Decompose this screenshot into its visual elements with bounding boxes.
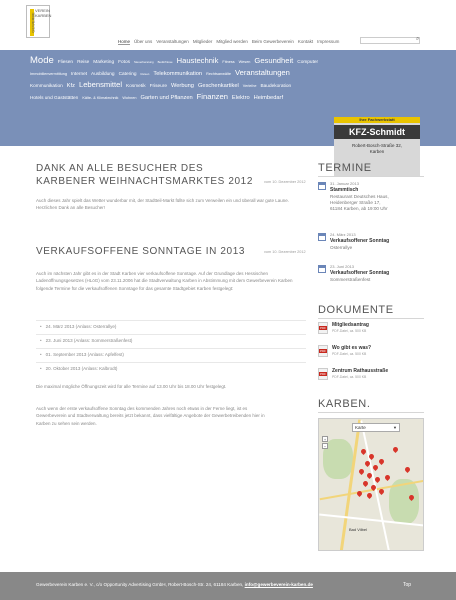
tag-link[interactable]: Immobilienvermittlung bbox=[30, 72, 67, 76]
logo-line2: KARBEN bbox=[35, 12, 52, 18]
tag-link[interactable]: Bedürfnisse bbox=[157, 60, 173, 64]
tag-link[interactable]: Kfz bbox=[66, 83, 75, 89]
article-title[interactable]: DANK AN ALLE BESUCHER DES KARBENER WEIHNACHTSMARKTES 2012 bbox=[36, 163, 253, 187]
tag-link[interactable]: Haustechnik bbox=[176, 56, 219, 65]
nav-become-member[interactable]: Mitglied werden bbox=[216, 39, 248, 44]
map-type-select[interactable] bbox=[352, 423, 400, 432]
nav-events[interactable]: Veranstaltungen bbox=[156, 39, 189, 44]
tag-cloud bbox=[30, 56, 330, 144]
document-link[interactable] bbox=[318, 345, 424, 359]
map[interactable] bbox=[318, 418, 424, 551]
list-item: • 23. Juni 2013 (Anlass: Sommerstraßenfest) bbox=[36, 334, 306, 346]
map-zoom-controls bbox=[322, 436, 328, 466]
tag-link[interactable]: Mode bbox=[30, 55, 54, 66]
tag-link[interactable]: Telekommunikation bbox=[153, 71, 203, 77]
main-nav bbox=[118, 39, 339, 45]
tag-link[interactable]: Wesen bbox=[238, 60, 251, 64]
tag-link[interactable]: Friseure bbox=[149, 84, 167, 89]
article-date: vom 10. Dezember 2012 bbox=[264, 250, 306, 254]
tag-link[interactable]: Baudekoration bbox=[260, 84, 292, 89]
zoom-in-button[interactable]: + bbox=[323, 437, 327, 442]
article-date: vom 10. Dezember 2012 bbox=[264, 180, 306, 184]
map-pin[interactable] bbox=[378, 458, 385, 465]
logo-vertical-text: GEWERBE bbox=[30, 12, 36, 33]
logo[interactable] bbox=[26, 5, 50, 38]
calendar-icon bbox=[318, 233, 326, 241]
event-line: Restaurant Deutsches Haus, bbox=[330, 194, 389, 199]
article-text: Die maximal mögliche Öffnungszeit wird für alle Termine auf 13.00 Uhr bis 18.00 Uhr festgelegt. bbox=[36, 384, 227, 389]
tag-link[interactable]: Gesundheit bbox=[254, 56, 294, 65]
document-meta: PDF-Datei, ca. 500 KB bbox=[332, 329, 367, 333]
map-place-label: Bad Vilbel bbox=[349, 527, 367, 532]
document-link[interactable] bbox=[318, 322, 424, 336]
event-title: Verkaufsoffener Sonntag bbox=[330, 238, 390, 244]
header bbox=[0, 0, 456, 48]
tag-link[interactable]: Kosmetik bbox=[126, 84, 146, 89]
nav-about[interactable]: Über uns bbox=[134, 39, 153, 44]
divider bbox=[318, 318, 424, 319]
tag-link[interactable]: Kommunikation bbox=[30, 84, 63, 89]
tag-link[interactable]: Heimbedarf bbox=[253, 95, 284, 101]
article-text: Auch im nächsten Jahr gibt es in der Stadt Karben vier verkaufsoffene Sonntage. Auf der Grundlage des Hessischen Ladenöffnungsgesetzes (HLöG) vom 23.11.2006 hat die Stadtverwaltung Karben in Abstimmung mit dem Gewerbeverein Karben folgende Termine für die verkaufsoffenen Sonntage für das gesamte Stadtgebiet Karben festgelegt: bbox=[36, 271, 293, 291]
list-item-text: 20. Oktober 2013 (Anlass: Kalbrodt) bbox=[45, 366, 118, 371]
event-line: Sommerstraßenfest bbox=[330, 277, 371, 282]
footer-address bbox=[36, 582, 313, 587]
tag-link[interactable]: Fotos bbox=[118, 60, 130, 65]
tag-link[interactable]: Reisen bbox=[140, 72, 150, 76]
tag-link[interactable]: Elektro bbox=[231, 95, 250, 101]
divider bbox=[318, 176, 424, 177]
back-to-top-link[interactable]: Top bbox=[403, 582, 412, 588]
list-item-text: 24. März 2013 (Anlass: Osterrallye) bbox=[45, 324, 117, 329]
search-input[interactable] bbox=[360, 37, 420, 44]
tag-link[interactable]: Hotels und Gaststätten bbox=[30, 96, 79, 101]
nav-home[interactable]: Home bbox=[118, 39, 131, 44]
tag-link[interactable]: Garten und Pflanzen bbox=[140, 95, 193, 101]
footer bbox=[0, 572, 456, 600]
event-item[interactable] bbox=[318, 232, 424, 254]
list-item: • 01. September 2013 (Anlass: Apfelfest) bbox=[36, 348, 306, 360]
chevron-down-icon: ▼ bbox=[393, 425, 397, 430]
event-item[interactable] bbox=[318, 264, 424, 286]
event-line: Osterrallye bbox=[330, 245, 353, 250]
event-date: 24. März 2013 bbox=[330, 232, 356, 237]
logo-line1: VEREIN bbox=[35, 8, 50, 13]
nav-association[interactable]: Beim Gewerbeverein bbox=[251, 39, 294, 44]
divider bbox=[318, 412, 424, 413]
tag-link[interactable]: Ausbildung bbox=[91, 72, 115, 77]
event-date: 31. Januar 2013 bbox=[330, 181, 359, 186]
tag-link[interactable]: Verleihe bbox=[242, 84, 257, 88]
event-title: Stammtisch bbox=[330, 187, 359, 193]
tag-link[interactable]: Lebensmittel bbox=[78, 80, 123, 89]
map-pin[interactable] bbox=[378, 488, 385, 495]
tag-link[interactable]: Computer bbox=[297, 60, 319, 65]
document-meta: PDF-Datei, ca. 500 KB bbox=[332, 352, 367, 356]
list-item: • 20. Oktober 2013 (Anlass: Kalbrodt) bbox=[36, 362, 306, 374]
tag-link[interactable]: Veranstaltungen bbox=[234, 68, 290, 77]
tag-link[interactable]: Fitness bbox=[222, 60, 235, 64]
pdf-icon bbox=[318, 322, 328, 334]
nav-contact[interactable]: Kontakt bbox=[297, 39, 314, 44]
map-title: KARBEN. bbox=[318, 398, 371, 410]
map-pin[interactable] bbox=[362, 480, 369, 487]
tag-banner bbox=[0, 50, 456, 154]
nav-imprint[interactable]: Impressum bbox=[317, 39, 340, 44]
tag-link[interactable]: Reise bbox=[77, 60, 90, 65]
document-meta: PDF-Datei, ca. 500 KB bbox=[332, 375, 367, 379]
documents-title: DOKUMENTE bbox=[318, 304, 394, 316]
map-pin[interactable] bbox=[384, 474, 391, 481]
tag-link[interactable]: Steuerberatung bbox=[133, 60, 154, 64]
logo-text bbox=[35, 9, 51, 18]
tag-link[interactable]: Catering bbox=[118, 72, 137, 77]
article-title[interactable]: VERKAUFSOFFENE SONNTAGE IN 2013 bbox=[36, 246, 246, 257]
list-item-text: 01. September 2013 (Anlass: Apfelfest) bbox=[45, 352, 124, 357]
event-line: 61184 Karben, ab 19:00 Uhr bbox=[330, 206, 388, 211]
ad-name: KFZ-Schmidt bbox=[334, 125, 420, 139]
tag-link[interactable]: Finanzen bbox=[196, 92, 228, 101]
tag-link[interactable]: Wohnen bbox=[122, 96, 137, 100]
event-item[interactable] bbox=[318, 181, 424, 221]
event-line: Heidenberger Straße 17, bbox=[330, 200, 381, 205]
calendar-icon bbox=[318, 265, 326, 273]
map-pin[interactable] bbox=[372, 464, 379, 471]
map-pin[interactable] bbox=[404, 466, 411, 473]
document-name: Zentrum Rathausstraße bbox=[332, 368, 389, 374]
map-type-value: Karte bbox=[355, 425, 366, 430]
tag-link[interactable]: Marketing bbox=[93, 60, 115, 65]
calendar-icon bbox=[318, 182, 326, 190]
map-pin[interactable] bbox=[392, 446, 399, 453]
pdf-icon bbox=[318, 368, 328, 380]
article-text: Auch dieses Jahr spielt das Wetter wunderbar mit, der Stadtteil-Markt füllte sich zum Verweilen ein und überall war gute Laune. Herzlichen Dank an alle Besucher! bbox=[36, 198, 290, 211]
tag-link[interactable]: Kälte- & Klimatechnik bbox=[82, 96, 119, 100]
zoom-out-button[interactable]: − bbox=[323, 444, 327, 449]
tag-link[interactable]: Werbung bbox=[171, 83, 194, 89]
document-name: Wo gibt es was? bbox=[332, 345, 372, 351]
tag-link[interactable]: Fliesen bbox=[57, 60, 74, 65]
tag-link[interactable]: Internet bbox=[70, 72, 88, 77]
pdf-icon bbox=[318, 345, 328, 357]
document-name: Mitgliedsantrag bbox=[332, 322, 369, 328]
event-title: Verkaufsoffener Sonntag bbox=[330, 270, 390, 276]
termine-title: TERMINE bbox=[318, 162, 372, 174]
ad-address-2: Karben bbox=[369, 149, 385, 154]
map-pin[interactable] bbox=[366, 492, 373, 499]
tag-link[interactable]: Rechtsanwälte bbox=[206, 72, 231, 76]
footer-address-text: Gewerbeverein Karben e. V., c/o Opportunity Advertising GmbH, Robert-Bosch-Str. 24, 61184 Karben, bbox=[36, 582, 244, 587]
list-item-text: 23. Juni 2013 (Anlass: Sommerstraßenfest) bbox=[45, 338, 133, 343]
footer-email-link[interactable]: info@gewerbeverein-karben.de bbox=[244, 582, 313, 587]
map-pin[interactable] bbox=[358, 468, 365, 475]
nav-members[interactable]: Mitglieder bbox=[192, 39, 213, 44]
document-link[interactable] bbox=[318, 368, 424, 382]
tag-link[interactable]: Geschenkartikel bbox=[197, 83, 239, 89]
event-date: 23. Juni 2013 bbox=[330, 264, 355, 269]
article-text: Auch wenn der erste verkaufsoffene Sonntag des kommenden Jahres noch etwas in der Ferne liegt, ist es Gewerbeverein und Stadtverwaltung bereits jetzt bekannt, dass vielfältige Angebote der Gewerbetreibenden hier in Karben zu sehen sein werden. bbox=[36, 406, 265, 426]
ad-tagline: Ihre Fachwerkstatt bbox=[334, 117, 420, 123]
search-icon[interactable]: ⌕ bbox=[416, 36, 420, 42]
ad-address-1: Robert-Bosch-Straße 32, bbox=[351, 143, 403, 148]
list-item: • 24. März 2013 (Anlass: Osterrallye) bbox=[36, 320, 306, 332]
